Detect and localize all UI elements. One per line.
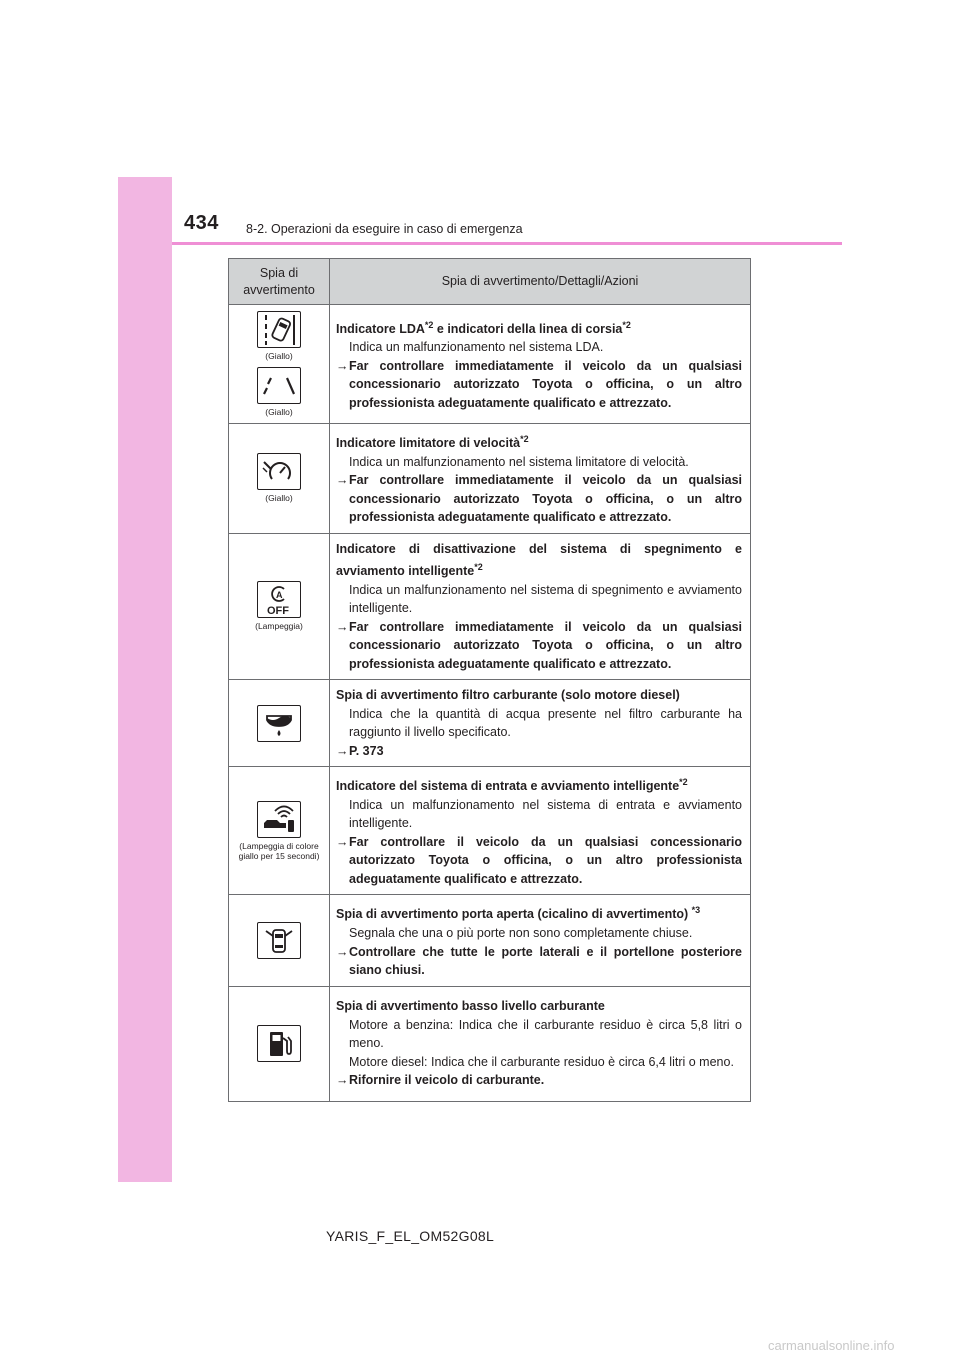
icon-cell — [229, 424, 330, 534]
icon-cell — [229, 680, 330, 767]
section-title: 8-2. Operazioni da eseguire in caso di emergenza — [246, 222, 523, 236]
details-cell — [330, 424, 751, 534]
row-description: Indica che la quantità di acqua presente nel filtro carburante ha raggiunto il livello specificato. — [349, 706, 742, 740]
icon-caption: (Lampeggia di colore giallo per 15 secondi) — [238, 840, 320, 861]
icon-caption: (Giallo) — [265, 493, 293, 504]
row-description: Segnala che una o più porte non sono completamente chiuse. — [349, 926, 693, 941]
warning-lights-table — [228, 258, 751, 1102]
table-row — [229, 533, 751, 680]
smart-key-icon — [257, 801, 301, 838]
icon-cell — [229, 305, 330, 424]
row-title: Indicatore LDA$^{*2}$ e indicatori della linea di corsia$^{*2}$ — [336, 319, 631, 336]
icon-caption: (Lampeggia) — [255, 621, 303, 632]
row-description: Motore a benzina: Indica che il carburante residuo è circa 5,8 litri o meno. — [349, 1017, 742, 1051]
details-cell — [330, 533, 751, 680]
details-cell — [330, 305, 751, 424]
row-description: Indica un malfunzionamento nel sistema LDA. — [349, 340, 604, 355]
chapter-tab-strip — [118, 177, 172, 1182]
watermark: carmanualsonline.info — [768, 1338, 895, 1353]
row-action: →Far controllare immediatamente il veicolo da un qualsiasi concessionario autorizzato Toyota o officina, o un altro professionista adeguatamente qualificato e attrezzato. — [336, 358, 742, 410]
speed-limiter-icon — [257, 453, 301, 490]
row-description: Indica un malfunzionamento nel sistema di spegnimento e avviamento intelligente. — [349, 582, 742, 616]
row-action: →P. 373 — [336, 743, 384, 758]
svg-text:A: A — [276, 590, 283, 601]
icon-cell — [229, 895, 330, 986]
details-cell — [330, 680, 751, 767]
stop-start-off-icon — [257, 581, 301, 618]
header-warning-light: Spia di avvertimento — [229, 259, 330, 305]
header-rule — [172, 242, 842, 245]
door-open-icon — [257, 922, 301, 959]
table-row — [229, 895, 751, 986]
details-cell — [330, 767, 751, 895]
row-action: →Far controllare immediatamente il veicolo da un qualsiasi concessionario autorizzato Toyota o officina, o un altro professionista adeguatamente qualificato e attrezzato. — [336, 473, 742, 525]
icon-cell — [229, 986, 330, 1101]
row-title: Spia di avvertimento porta aperta (cicalino di avvertimento) $^{*3}$ — [336, 905, 701, 922]
off-label: OFF — [267, 605, 289, 618]
row-title: Indicatore di disattivazione del sistema di spegnimento e avviamento intelligente$^{*2}$ — [336, 541, 742, 579]
icon-cell — [229, 767, 330, 895]
table-row — [229, 305, 751, 424]
row-action: →Controllare che tutte le porte laterali e il portellone posteriore siano chiusi. — [336, 944, 742, 978]
details-cell — [330, 986, 751, 1101]
header-details: Spia di avvertimento/Dettagli/Azioni — [330, 259, 751, 305]
fuel-filter-icon — [257, 705, 301, 742]
row-description-2: Motore diesel: Indica che il carburante residuo è circa 6,4 litri o meno. — [349, 1054, 734, 1069]
table-row — [229, 986, 751, 1101]
low-fuel-icon — [257, 1025, 301, 1062]
icon-caption: (Giallo) — [265, 407, 293, 417]
table-row — [229, 767, 751, 895]
details-cell — [330, 895, 751, 986]
row-description: Indica un malfunzionamento nel sistema di entrata e avviamento intelligente. — [349, 797, 742, 831]
row-title: Indicatore limitatore di velocità$^{*2}$ — [336, 434, 529, 451]
page-number: 434 — [184, 212, 219, 234]
table-row — [229, 680, 751, 767]
row-title: Indicatore del sistema di entrata e avviamento intelligente$^{*2}$ — [336, 777, 688, 794]
row-action: →Rifornire il veicolo di carburante. — [336, 1073, 545, 1088]
icon-cell — [229, 533, 330, 680]
icon-caption: (Giallo) — [265, 351, 293, 361]
row-description: Indica un malfunzionamento nel sistema limitatore di velocità. — [349, 454, 689, 469]
row-action: →Far controllare immediatamente il veicolo da un qualsiasi concessionario autorizzato Toyota o officina, o un altro professionista adeguatamente qualificato e attrezzato. — [336, 619, 742, 671]
table-header-row — [229, 259, 751, 305]
row-action: →Far controllare il veicolo da un qualsiasi concessionario autorizzato Toyota o officina, o un altro professionista adeguatamente qualificato e attrezzato. — [336, 834, 742, 886]
table-row — [229, 424, 751, 534]
document-code-footer: YARIS_F_EL_OM52G08L — [326, 1228, 495, 1244]
lane-departure-car-icon — [257, 311, 301, 348]
row-title: Spia di avvertimento basso livello carburante — [336, 999, 605, 1014]
lane-lines-icon — [257, 367, 301, 404]
row-title: Spia di avvertimento filtro carburante (solo motore diesel) — [336, 688, 680, 703]
